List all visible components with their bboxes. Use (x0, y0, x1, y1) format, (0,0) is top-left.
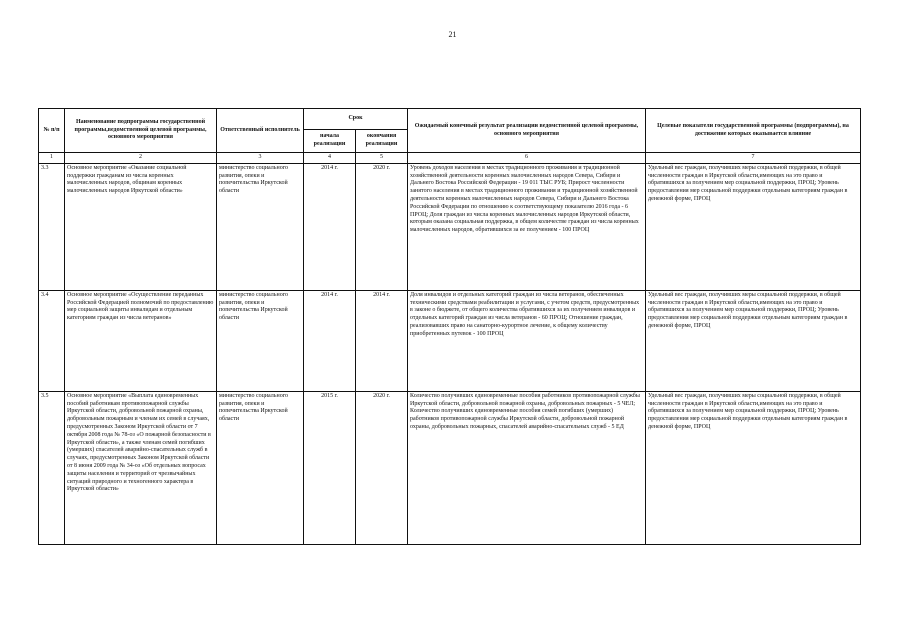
row-indicators: Удельный вес граждан, получивших меры социальной поддержки, в общей численности граждан в Иркутской области,имеющих на это право и обратившихся за получением мер социальной поддержки, ПРОЦ; Уровень предоставления мер социальной поддержки отдельным категориям граждан в денежной форме, ПРОЦ (646, 163, 861, 290)
row-start: 2015 г. (304, 391, 356, 544)
row-start: 2014 г. (304, 290, 356, 391)
row-num: 3.4 (39, 290, 65, 391)
column-number: 3 (217, 153, 304, 164)
table-row (39, 290, 861, 391)
row-indicators: Удельный вес граждан, получивших меры социальной поддержки, в общей численности граждан в Иркутской области,имеющих на это право и обратившихся за получением мер социальной поддержки, ПРОЦ; Уровень предоставления мер социальной поддержки отдельным категориям граждан в денежной форме, ПРОЦ (646, 391, 861, 544)
row-indicators: Удельный вес граждан, получивших меры социальной поддержки, в общей численности граждан в Иркутской области,имеющих на это право и обратившихся за получением мер социальной поддержки, ПРОЦ; Уровень предоставления мер социальной поддержки отдельным категориям граждан в денежной форме, ПРОЦ (646, 290, 861, 391)
column-numbers-row (39, 153, 861, 164)
page-number: 21 (448, 30, 457, 39)
column-number: 1 (39, 153, 65, 164)
header-term-end: окончания реализации (356, 130, 408, 153)
header-result: Ожидаемый конечный результат реализации ведомственной целевой программы, основного мероприятия (408, 109, 646, 153)
row-start: 2014 г. (304, 163, 356, 290)
row-executor: министерство социального развития, опеки и попечительства Иркутской области (217, 163, 304, 290)
row-name: Основное мероприятие «Осуществление переданных Российской Федерацией полномочий по предоставлению мер социальной защиты инвалидам и отдельным категориям граждан из числа ветеранов» (65, 290, 217, 391)
column-number: 4 (304, 153, 356, 164)
header-num: № п/п (39, 109, 65, 153)
row-num: 3.3 (39, 163, 65, 290)
row-name: Основное мероприятие «Оказание социальной поддержки гражданам из числа коренных малочисленных народов, общинам коренных малочисленных народов Иркутской области» (65, 163, 217, 290)
column-number: 2 (65, 153, 217, 164)
row-end: 2020 г. (356, 391, 408, 544)
program-table (38, 108, 861, 545)
column-number: 5 (356, 153, 408, 164)
table-row (39, 163, 861, 290)
header-row (39, 109, 861, 130)
row-result: Уровень доходов населения в местах традиционного проживания и традиционной хозяйственной деятельности коренных малочисленных народов Севера, Сибири и Дальнего Востока Российской Федерации - 19 011 ТЫС РУБ; Прирост численности занятого населения в местах традиционного проживания и традиционной хозяйственной деятельности коренных малочисленных народов Севера, Сибири и Дальнего Востока Российской Федерации по отношению к соответствующему показателю 2016 года - 6 ПРОЦ; Доля граждан из числа коренных малочисленных народов Иркутской области, которым оказана социальная поддержка, в общем количестве граждан из числа коренных малочисленных народов, обратившихся за ее получением - 100 ПРОЦ (408, 163, 646, 290)
column-number: 7 (646, 153, 861, 164)
header-executor: Ответственный исполнитель (217, 109, 304, 153)
row-num: 3.5 (39, 391, 65, 544)
row-end: 2014 г. (356, 290, 408, 391)
row-executor: министерство социального развития, опеки и попечительства Иркутской области (217, 391, 304, 544)
row-end: 2020 г. (356, 163, 408, 290)
table-row (39, 391, 861, 544)
row-result: Количество получивших единовременные пособия работников противопожарной службы Иркутской области, добровольной пожарной охраны, добровольных пожарных - 5 ЧЕЛ; Количество получивших единовременные пособия семей погибших (умерших) работников противопожарной службы Иркутской области, добровольной пожарной охраны, добровольных пожарных, спасателей аварийно-спасательных служб - 5 ЕД (408, 391, 646, 544)
row-executor: министерство социального развития, опеки и попечительства Иркутской области (217, 290, 304, 391)
header-indicators: Целевые показатели государственной программы (подпрограммы), на достижение которых оказывается влияние (646, 109, 861, 153)
header-term-start: начала реализации (304, 130, 356, 153)
row-result: Доля инвалидов и отдельных категорий граждан из числа ветеранов, обеспеченных техническими средствами реабилитации и услугами, с учетом средств, предусмотренных в законе о бюджете, от общего количества обратившихся за их получением инвалидов и отдельных категорий граждан из числа ветеранов - 60 ПРОЦ; Отношение граждан, реализовавших право на санаторно-курортное лечение, к общему количеству приобретенных путевок - 100 ПРОЦ (408, 290, 646, 391)
row-name: Основное мероприятие «Выплата единовременных пособий работникам противопожарной службы Иркутской области, добровольной пожарной охраны, добровольным пожарным и членам их семей в случаях, предусмотренных Законом Иркутской области от 7 октября 2008 года № 78-оз «О пожарной безопасности в Иркутской области», а также членам семей погибших (умерших) спасателей аварийно-спасательных служб в случаях, предусмотренных Законом Иркутской области от 8 июня 2009 года № 34-оз «Об отдельных вопросах защиты населения и территорий от чрезвычайных ситуаций природного и техногенного характера в Иркутской области» (65, 391, 217, 544)
column-number: 6 (408, 153, 646, 164)
header-term: Срок (304, 109, 408, 130)
header-name: Наименование подпрограммы государственной программы,ведомственной целевой программы, основного мероприятия (65, 109, 217, 153)
